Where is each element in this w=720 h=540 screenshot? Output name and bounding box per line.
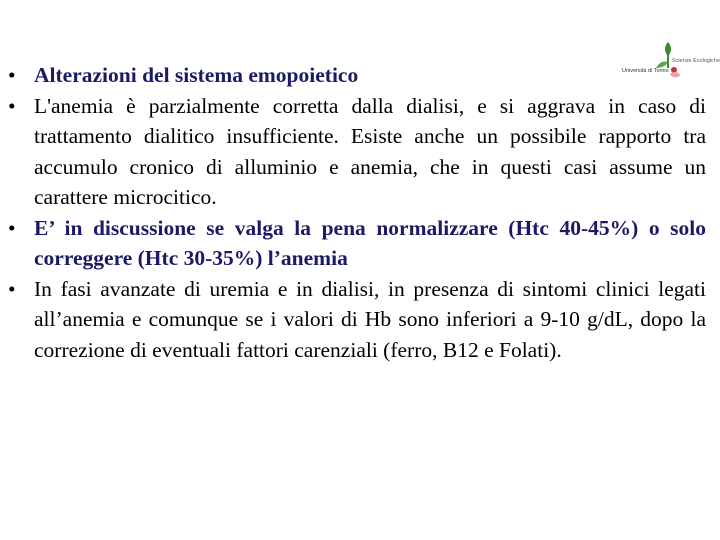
bullet-text: E’ in discussione se valga la pena normalizzare (Htc 40-45%) o solo correggere (Htc 30-35%) l’anemia	[34, 215, 706, 270]
logo-university-text: Università di Torino	[622, 68, 669, 74]
bullet-text: In fasi avanzate di uremia e in dialisi, in presenza di sintomi clinici legati all’anemia e comunque se i valori di Hb sono inferiori a 9-10 g/dL, dopo la correzione di eventuali fattori carenziali (ferro, B12 e Folati).	[34, 276, 706, 362]
bullet-text: Alterazioni del sistema emopoietico	[34, 63, 359, 87]
bullet-item-treatment	[8, 274, 706, 366]
bullet-dot-icon: •	[8, 215, 16, 240]
bullet-list	[0, 60, 720, 365]
bullet-item-anemia-dialysis	[8, 91, 706, 213]
logo-department-text: Scienze Ecologiche	[672, 58, 720, 64]
bullet-dot-icon: •	[8, 63, 16, 87]
bullet-item-heading	[8, 60, 706, 91]
bullet-dot-icon: •	[8, 276, 16, 301]
bullet-dot-icon: •	[8, 93, 16, 118]
bullet-text: L'anemia è parzialmente corretta dalla dialisi, e si aggrava in caso di trattamento dialitico insufficiente. Esiste anche un possibile rapporto tra accumulo cronico di alluminio e anemia, che in questi casi assume un carattere microcitico.	[34, 93, 706, 209]
bullet-item-htc-debate	[8, 213, 706, 274]
